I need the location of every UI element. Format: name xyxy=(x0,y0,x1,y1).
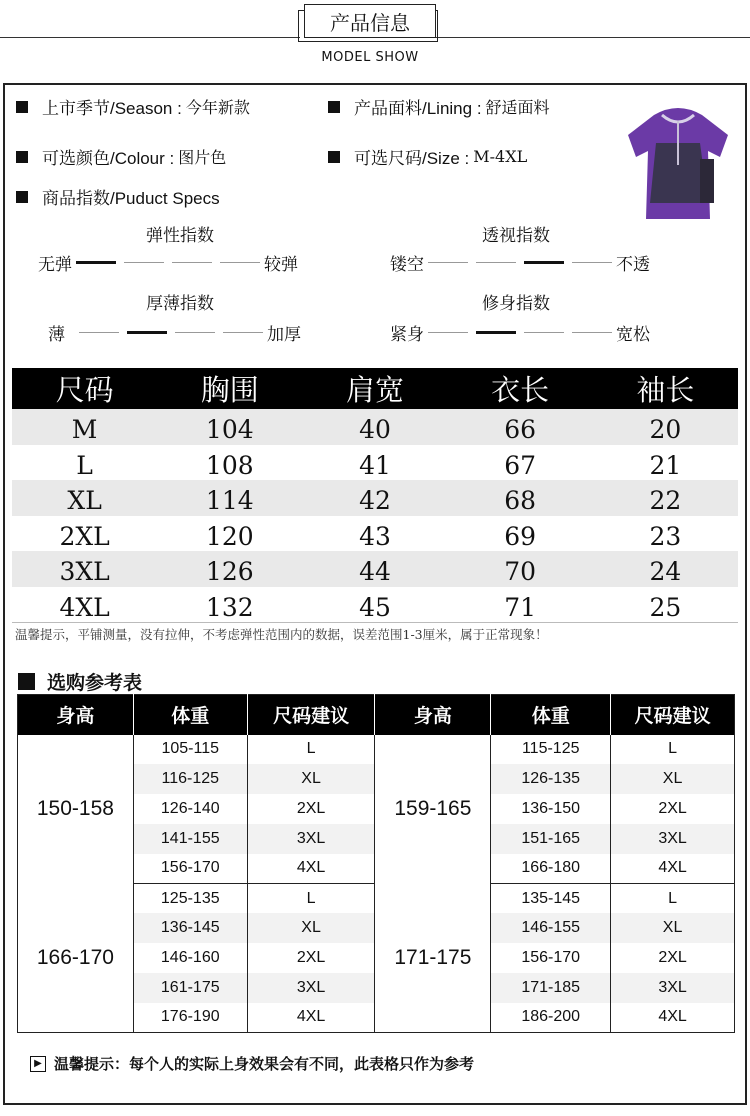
table-cell: 24 xyxy=(593,551,738,587)
size-suggest-cell: L xyxy=(247,735,375,765)
weight-cell: 136-150 xyxy=(491,794,611,824)
size-header-cell: 尺码 xyxy=(12,368,157,409)
measurement-note: 温馨提示，平铺测量，没有拉伸，不考虑弹性范围内的数据，误差范围1-3厘米，属于正常现象！ xyxy=(15,627,548,642)
weight-cell: 116-125 xyxy=(133,764,247,794)
size-suggest-cell: 4XL xyxy=(247,1003,375,1033)
header-rule-right xyxy=(436,37,750,38)
header-subtitle: MODEL SHOW xyxy=(321,50,419,65)
lining-row xyxy=(328,94,550,119)
weight-cell: 126-135 xyxy=(491,764,611,794)
table-cell: 45 xyxy=(302,587,447,623)
table-cell: 25 xyxy=(593,587,738,623)
index-title-elastic: 弹性指数 xyxy=(146,226,214,246)
ref-header-cell: 身高 xyxy=(375,695,491,735)
size-header-cell: 衣长 xyxy=(448,368,593,409)
scale-segment xyxy=(76,261,116,264)
size-row xyxy=(328,144,527,169)
table-row xyxy=(12,445,738,481)
table-cell: 114 xyxy=(157,480,302,516)
table-cell: 21 xyxy=(593,445,738,481)
scale-segment xyxy=(220,262,260,263)
table-cell: 4XL xyxy=(12,587,157,623)
weight-cell: 161-175 xyxy=(133,973,247,1003)
size-value: M-4XL xyxy=(473,147,528,166)
size-suggest-cell: L xyxy=(247,883,375,913)
height-cell: 166-170 xyxy=(18,883,134,1032)
season-value: 今年新款 xyxy=(185,98,250,117)
scale-segment xyxy=(428,332,468,333)
table-cell: XL xyxy=(12,480,157,516)
size-suggest-cell: 3XL xyxy=(247,973,375,1003)
season-row xyxy=(16,94,250,119)
table-cell: 120 xyxy=(157,516,302,552)
size-suggest-cell: 3XL xyxy=(611,824,735,854)
scale-fit xyxy=(390,320,650,345)
header-rule-left xyxy=(0,37,300,38)
weight-cell: 125-135 xyxy=(133,883,247,913)
bullet-square-icon xyxy=(18,673,35,690)
weight-cell: 156-170 xyxy=(133,854,247,884)
table-cell: 42 xyxy=(302,480,447,516)
weight-cell: 186-200 xyxy=(491,1003,611,1033)
size-suggest-cell: 4XL xyxy=(611,1003,735,1033)
reference-note-text: 温馨提示：每个人的实际上身效果会有不同，此表格只作为参考 xyxy=(54,1055,475,1073)
table-cell: 22 xyxy=(593,480,738,516)
weight-cell: 156-170 xyxy=(491,943,611,973)
scale-segment xyxy=(476,331,516,334)
scale-segment xyxy=(127,331,167,334)
table-cell: 3XL xyxy=(12,551,157,587)
scale-segment xyxy=(476,262,516,263)
scale-right-label: 宽松 xyxy=(616,325,650,345)
table-cell: 104 xyxy=(157,409,302,445)
colour-row xyxy=(16,144,226,169)
table-cell: 41 xyxy=(302,445,447,481)
table-row xyxy=(12,587,738,623)
weight-cell: 151-165 xyxy=(491,824,611,854)
table-cell: 126 xyxy=(157,551,302,587)
size-suggest-cell: 3XL xyxy=(611,973,735,1003)
table-cell: 2XL xyxy=(12,516,157,552)
header-title: 产品信息 xyxy=(304,4,436,38)
scale-segment xyxy=(124,262,164,263)
size-table xyxy=(12,368,738,623)
weight-cell: 115-125 xyxy=(491,735,611,765)
scale-right-label: 不透 xyxy=(616,255,650,275)
ref-header-cell: 体重 xyxy=(491,695,611,735)
specs-label: 商品指数/Puduct Specs xyxy=(42,189,220,208)
height-cell: 150-158 xyxy=(18,735,134,884)
weight-cell: 105-115 xyxy=(133,735,247,765)
weight-cell: 176-190 xyxy=(133,1003,247,1033)
colour-label: 可选颜色/Colour : xyxy=(42,149,175,168)
ref-header-cell: 尺码建议 xyxy=(611,695,735,735)
size-suggest-cell: L xyxy=(611,883,735,913)
size-suggest-cell: XL xyxy=(247,764,375,794)
size-suggest-cell: XL xyxy=(247,913,375,943)
table-cell: 20 xyxy=(593,409,738,445)
table-row xyxy=(12,516,738,552)
weight-cell: 171-185 xyxy=(491,973,611,1003)
table-row xyxy=(18,883,735,913)
bullet-square-icon xyxy=(16,101,28,113)
size-suggest-cell: 2XL xyxy=(611,794,735,824)
play-icon: ▶ xyxy=(30,1056,46,1072)
scale-segment xyxy=(572,332,612,333)
table-cell: 40 xyxy=(302,409,447,445)
size-suggest-cell: XL xyxy=(611,913,735,943)
season-label: 上市季节/Season : xyxy=(42,99,182,118)
index-title-fit: 修身指数 xyxy=(482,294,550,314)
size-table-header xyxy=(12,368,738,409)
scale-segment xyxy=(172,262,212,263)
table-cell: 43 xyxy=(302,516,447,552)
table-cell: 71 xyxy=(448,587,593,623)
size-header-cell: 胸围 xyxy=(157,368,302,409)
size-header-cell: 袖长 xyxy=(593,368,738,409)
table-cell: M xyxy=(12,409,157,445)
scale-segment xyxy=(175,332,215,333)
ref-header-cell: 体重 xyxy=(133,695,247,735)
table-cell: 44 xyxy=(302,551,447,587)
size-label: 可选尺码/Size : xyxy=(354,149,470,168)
weight-cell: 141-155 xyxy=(133,824,247,854)
product-photo xyxy=(616,95,740,233)
scale-left-label: 紧身 xyxy=(390,325,424,345)
bullet-square-icon xyxy=(328,151,340,163)
weight-cell: 146-160 xyxy=(133,943,247,973)
scale-left-label: 薄 xyxy=(48,325,65,345)
size-suggest-cell: 2XL xyxy=(247,794,375,824)
table-row xyxy=(12,480,738,516)
ref-header-cell: 身高 xyxy=(18,695,134,735)
scale-segment xyxy=(79,332,119,333)
size-header-cell: 肩宽 xyxy=(302,368,447,409)
lining-value: 舒适面料 xyxy=(485,98,550,117)
table-cell: 68 xyxy=(448,480,593,516)
table-cell: 23 xyxy=(593,516,738,552)
scale-segment xyxy=(524,332,564,333)
bullet-square-icon xyxy=(16,191,28,203)
scale-left-label: 无弹 xyxy=(38,255,72,275)
table-row xyxy=(12,409,738,445)
size-suggest-cell: 4XL xyxy=(247,854,375,884)
table-row xyxy=(18,735,735,765)
scale-sheer xyxy=(390,250,650,275)
table-cell: 70 xyxy=(448,551,593,587)
weight-cell: 136-145 xyxy=(133,913,247,943)
size-suggest-cell: XL xyxy=(611,764,735,794)
ref-header-cell: 尺码建议 xyxy=(247,695,375,735)
scale-segment xyxy=(428,262,468,263)
bullet-square-icon xyxy=(328,101,340,113)
weight-cell: 166-180 xyxy=(491,854,611,884)
scale-segment xyxy=(572,262,612,263)
table-cell: 132 xyxy=(157,587,302,623)
lining-label: 产品面料/Lining : xyxy=(354,99,482,118)
colour-value: 图片色 xyxy=(178,148,227,167)
table-cell: 108 xyxy=(157,445,302,481)
table-cell: 67 xyxy=(448,445,593,481)
reference-note xyxy=(30,1053,474,1074)
reference-table-header xyxy=(18,695,735,735)
weight-cell: 135-145 xyxy=(491,883,611,913)
reference-title xyxy=(18,668,142,695)
height-cell: 171-175 xyxy=(375,883,491,1032)
scale-segment xyxy=(524,261,564,264)
scale-thickness xyxy=(48,320,301,345)
size-suggest-cell: 4XL xyxy=(611,854,735,884)
bullet-square-icon xyxy=(16,151,28,163)
size-suggest-cell: 2XL xyxy=(611,943,735,973)
weight-cell: 146-155 xyxy=(491,913,611,943)
table-cell: L xyxy=(12,445,157,481)
scale-left-label: 镂空 xyxy=(390,255,424,275)
index-title-sheer: 透视指数 xyxy=(482,226,550,246)
size-suggest-cell: 2XL xyxy=(247,943,375,973)
index-title-thickness: 厚薄指数 xyxy=(146,294,214,314)
size-suggest-cell: L xyxy=(611,735,735,765)
scale-elastic xyxy=(38,250,298,275)
table-cell: 66 xyxy=(448,409,593,445)
reference-title-text: 选购参考表 xyxy=(47,672,143,694)
height-cell: 159-165 xyxy=(375,735,491,884)
specs-row xyxy=(16,184,220,209)
scale-right-label: 较弹 xyxy=(264,255,298,275)
table-cell: 69 xyxy=(448,516,593,552)
weight-cell: 126-140 xyxy=(133,794,247,824)
size-suggest-cell: 3XL xyxy=(247,824,375,854)
scale-segment xyxy=(223,332,263,333)
scale-right-label: 加厚 xyxy=(267,325,301,345)
table-row xyxy=(12,551,738,587)
reference-table xyxy=(17,694,735,1033)
